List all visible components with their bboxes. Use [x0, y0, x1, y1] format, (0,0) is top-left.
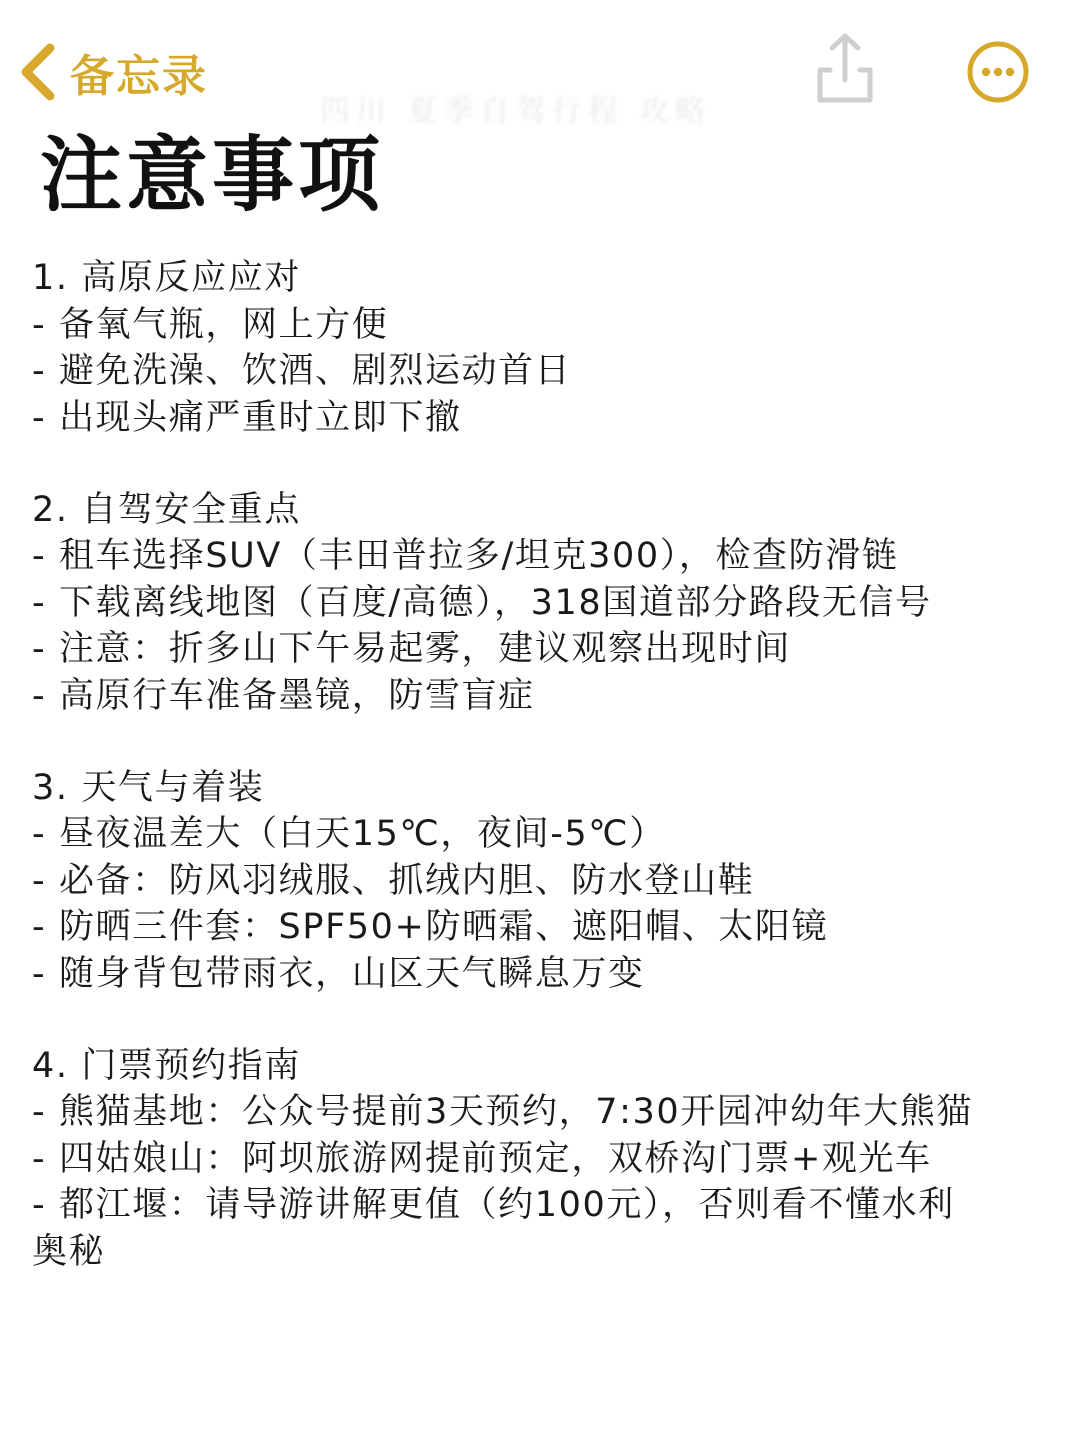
- list-item: - 必备：防风羽绒服、抓绒内胆、防水登山鞋: [32, 860, 755, 901]
- list-item: - 租车选择SUV（丰田普拉多/坦克300），检查防滑链: [32, 536, 899, 576]
- navigation-bar: [0, 0, 1080, 130]
- section-altitude-sickness: [32, 255, 1072, 441]
- list-item: - 注意：折多山下午易起雾，建议观察出现时间: [32, 629, 791, 669]
- list-item: - 高原行车准备墨镜，防雪盲症: [32, 675, 535, 716]
- share-icon: [812, 91, 878, 110]
- list-item: - 四姑娘山：阿坝旅游网提前预定，双桥沟门票+观光车: [32, 1138, 932, 1179]
- list-item: - 备氧气瓶，网上方便: [32, 304, 389, 345]
- list-item: - 熊猫基地：公众号提前3天预约，7:30开园冲幼年大熊猫: [32, 1092, 974, 1132]
- faded-overlay-text: 四川 夏季自驾行程 攻略: [320, 94, 712, 129]
- section-driving-safety: [32, 487, 1072, 720]
- chevron-left-icon: [18, 42, 56, 102]
- list-item: - 下载离线地图（百度/高德），318国道部分路段无信号: [32, 582, 932, 623]
- list-item: - 避免洗澡、饮酒、剧烈运动首日: [32, 351, 572, 391]
- list-item: - 出现头痛严重时立即下撤: [32, 397, 462, 438]
- section-weather-clothing: [32, 765, 1072, 998]
- back-button-label: 备忘录: [70, 51, 208, 102]
- section-ticket-booking: [32, 1043, 1072, 1276]
- section-heading: 4. 门票预约指南: [32, 1045, 301, 1086]
- list-item: - 都江堰：请导游讲解更值（约100元），否则看不懂水利: [32, 1185, 955, 1225]
- more-button[interactable]: [966, 40, 1030, 104]
- section-heading: 2. 自驾安全重点: [32, 489, 301, 530]
- list-item: - 昼夜温差大（白天15℃，夜间-5℃）: [32, 814, 666, 854]
- section-heading: 3. 天气与着装: [32, 767, 265, 808]
- back-button[interactable]: [18, 34, 208, 110]
- list-item: - 防晒三件套：SPF50+防晒霜、遮阳帽、太阳镜: [32, 907, 829, 947]
- section-heading: 1. 高原反应应对: [32, 258, 301, 298]
- note-body[interactable]: [32, 255, 1072, 1321]
- share-button[interactable]: [812, 30, 878, 106]
- list-item: 奥秘: [32, 1231, 106, 1272]
- note-title: 注意事项: [40, 128, 385, 223]
- list-item: - 随身背包带雨衣，山区天气瞬息万变: [32, 953, 645, 994]
- more-icon: [966, 89, 1030, 108]
